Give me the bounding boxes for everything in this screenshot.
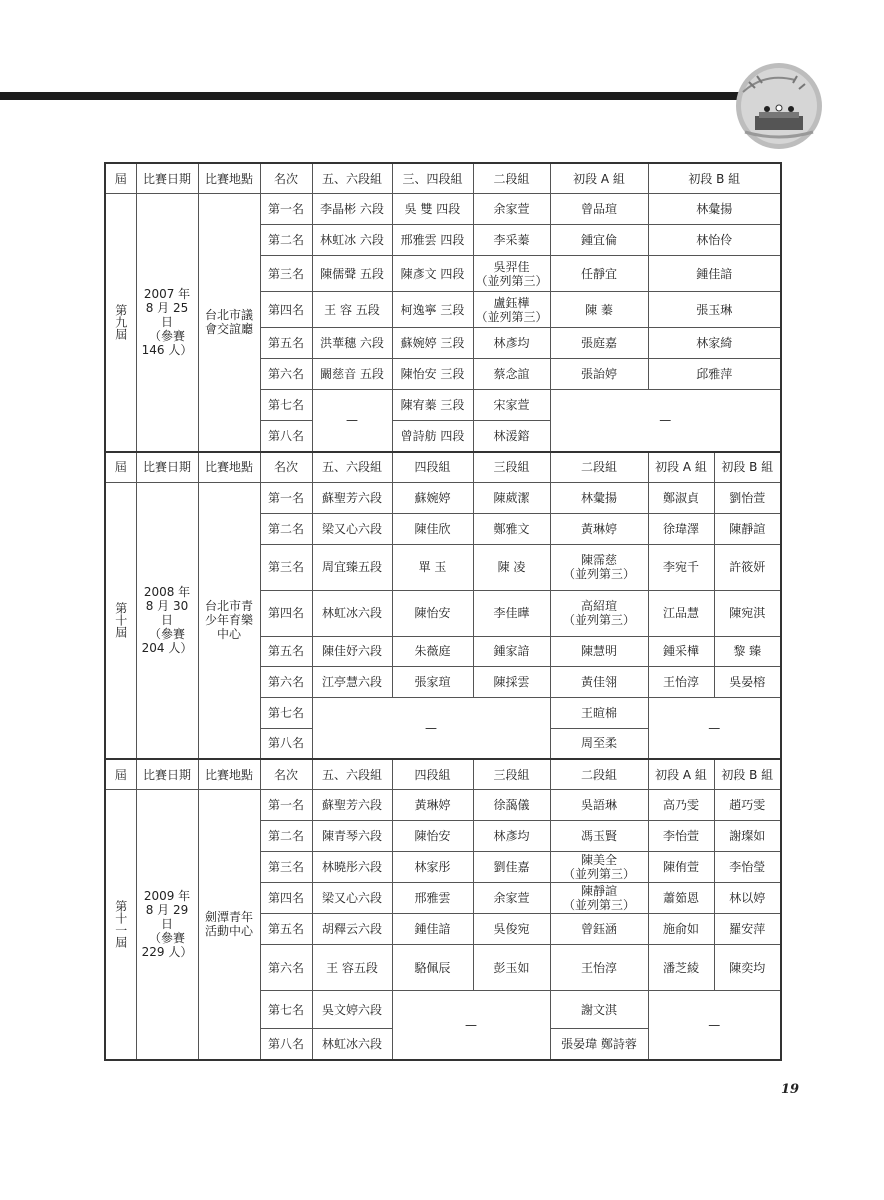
result-cell: 林彙揚 (648, 194, 781, 225)
result-cell: 陳採雲 (473, 666, 550, 697)
column-header: 比賽日期 (136, 163, 198, 194)
cell-line: 8 月 25 日 (145, 301, 189, 330)
results-table (104, 162, 782, 1061)
result-cell: 王 容 五段 (312, 292, 392, 328)
result-cell: 林湲鎔 (473, 421, 550, 452)
cell-line: （參賽 (148, 627, 185, 642)
result-cell: 王 容五段 (312, 945, 392, 991)
column-header: 五、六段組 (312, 759, 392, 790)
result-cell: 陳宛淇 (714, 590, 781, 636)
result-cell: 江品慧 (648, 590, 714, 636)
result-cell: 江亭慧六段 (312, 666, 392, 697)
result-cell: 李晶彬 六段 (312, 194, 392, 225)
result-cell: 柯逸寧 三段 (392, 292, 473, 328)
cell-line: 204 人） (141, 641, 193, 656)
rank-cell: 第三名 (260, 852, 312, 883)
result-cell: 陳 凌 (473, 544, 550, 590)
rank-cell: 第八名 (260, 1029, 312, 1060)
column-header: 初段 B 組 (714, 452, 781, 483)
rank-cell: 第五名 (260, 328, 312, 359)
result-cell: 曾品瑄 (550, 194, 648, 225)
result-cell: 陳靜諠 (714, 513, 781, 544)
result-cell: 周宜臻五段 (312, 544, 392, 590)
result-cell: 謝璨如 (714, 821, 781, 852)
cell-line: 台北市議 (204, 308, 253, 323)
result-cell: 張家瑄 (392, 666, 473, 697)
result-cell: 鍾佳諳 (648, 256, 781, 292)
result-cell: 鍾佳諳 (392, 914, 473, 945)
column-header: 五、六段組 (312, 163, 392, 194)
table-row (105, 194, 781, 225)
cell-line: 劍潭青年 (204, 910, 253, 925)
venue-cell (198, 790, 260, 1060)
result-cell: 李佳曄 (473, 590, 550, 636)
result-cell: 陳葳潔 (473, 482, 550, 513)
result-cell: 梁又心六段 (312, 883, 392, 914)
cell-line: 陳美全 (580, 853, 617, 867)
column-header: 三段組 (473, 759, 550, 790)
result-cell (550, 883, 648, 914)
column-header: 比賽地點 (198, 163, 260, 194)
result-cell: 高乃雯 (648, 790, 714, 821)
result-cell: 蘇婉婷 三段 (392, 328, 473, 359)
result-cell (473, 256, 550, 292)
result-cell: 蕭筎恩 (648, 883, 714, 914)
cell-line: 2008 年 (143, 585, 191, 600)
result-cell: 鄭淑貞 (648, 482, 714, 513)
session-cell: 第十一屆 (105, 790, 136, 1060)
result-cell: 王怡淳 (550, 945, 648, 991)
result-cell: 陳慧明 (550, 636, 648, 666)
header-row (105, 759, 781, 790)
empty-dash-cell: — (312, 390, 392, 452)
rank-cell: 第七名 (260, 697, 312, 728)
empty-dash-cell: — (648, 991, 781, 1060)
result-cell: 林彥均 (473, 328, 550, 359)
result-cell: 鍾采樺 (648, 636, 714, 666)
result-cell: 吳語琳 (550, 790, 648, 821)
result-cell: 曾鈺涵 (550, 914, 648, 945)
result-cell: 徐藹儀 (473, 790, 550, 821)
date-cell (136, 194, 198, 452)
result-cell: 陳怡安 (392, 590, 473, 636)
result-cell: 林彙揚 (550, 482, 648, 513)
result-cell: 劉怡萱 (714, 482, 781, 513)
result-cell (473, 292, 550, 328)
result-cell: 周至柔 (550, 728, 648, 759)
rank-cell: 第八名 (260, 728, 312, 759)
column-header: 比賽日期 (136, 452, 198, 483)
rank-cell: 第一名 (260, 790, 312, 821)
column-header: 初段 A 組 (648, 759, 714, 790)
rank-cell: 第二名 (260, 225, 312, 256)
column-header: 名次 (260, 759, 312, 790)
rank-cell: 第五名 (260, 914, 312, 945)
column-header: 二段組 (550, 759, 648, 790)
cell-line: 高紹瑄 (580, 599, 617, 613)
result-cell: 許筱妍 (714, 544, 781, 590)
result-cell: 蘇婉婷 (392, 482, 473, 513)
cell-line: （並列第三） (562, 613, 635, 627)
cell-line: 陳靜諠 (580, 884, 617, 898)
result-cell: 張玉琳 (648, 292, 781, 328)
result-cell: 林虹冰六段 (312, 590, 392, 636)
column-header: 五、六段組 (312, 452, 392, 483)
result-cell: 張晏瑋 鄭詩蓉 (550, 1029, 648, 1060)
result-cell: 黃琳婷 (550, 513, 648, 544)
result-cell: 黃佳翎 (550, 666, 648, 697)
result-cell: 陳彥文 四段 (392, 256, 473, 292)
column-header: 初段 B 組 (648, 163, 781, 194)
result-cell: 洪華穗 六段 (312, 328, 392, 359)
page-number: 19 (781, 1082, 800, 1097)
result-cell: 陳怡安 (392, 821, 473, 852)
column-header: 比賽日期 (136, 759, 198, 790)
result-cell: 余家萱 (473, 883, 550, 914)
result-cell: 闞慈音 五段 (312, 359, 392, 390)
result-cell: 李怡瑩 (714, 852, 781, 883)
header-row (105, 452, 781, 483)
result-cell: 朱薇庭 (392, 636, 473, 666)
result-cell: 宋家萱 (473, 390, 550, 421)
result-cell: 林家彤 (392, 852, 473, 883)
rank-cell: 第四名 (260, 883, 312, 914)
result-cell: 陳青琴六段 (312, 821, 392, 852)
rank-cell: 第七名 (260, 991, 312, 1029)
result-cell: 林家綺 (648, 328, 781, 359)
column-header: 初段 B 組 (714, 759, 781, 790)
cell-line: （參賽 (148, 931, 185, 946)
rank-cell: 第二名 (260, 821, 312, 852)
table-row (105, 790, 781, 821)
result-cell: 吳晏榕 (714, 666, 781, 697)
result-cell: 林虹冰 六段 (312, 225, 392, 256)
cell-line: 8 月 29 日 (145, 903, 189, 932)
result-cell: 陳宥蓁 三段 (392, 390, 473, 421)
rank-cell: 第三名 (260, 544, 312, 590)
cell-line: 2009 年 (143, 889, 191, 904)
cell-line: 8 月 30 日 (145, 599, 189, 628)
rank-cell: 第六名 (260, 359, 312, 390)
result-cell: 黃琳婷 (392, 790, 473, 821)
column-header: 四段組 (392, 759, 473, 790)
column-header: 三段組 (473, 452, 550, 483)
result-cell (550, 544, 648, 590)
result-cell: 邢雅雲 (392, 883, 473, 914)
cell-line: 活動中心 (204, 924, 253, 939)
result-cell: 羅安萍 (714, 914, 781, 945)
cell-line: （並列第三） (562, 867, 635, 881)
cell-line: 陳霈慈 (580, 553, 617, 567)
rank-cell: 第四名 (260, 590, 312, 636)
result-cell: 駱佩辰 (392, 945, 473, 991)
result-cell: 胡釋云六段 (312, 914, 392, 945)
cell-line: （參賽 (148, 329, 185, 344)
result-cell: 張詒婷 (550, 359, 648, 390)
column-header: 名次 (260, 452, 312, 483)
cell-line: （並列第三） (475, 273, 548, 288)
date-cell (136, 482, 198, 759)
result-cell: 陳奕均 (714, 945, 781, 991)
result-cell: 劉佳嘉 (473, 852, 550, 883)
result-cell: 蘇聖芳六段 (312, 790, 392, 821)
column-header: 二段組 (550, 452, 648, 483)
result-cell: 梁又心六段 (312, 513, 392, 544)
column-header: 比賽地點 (198, 452, 260, 483)
column-header: 初段 A 組 (648, 452, 714, 483)
cell-line: （並列第三） (562, 898, 635, 912)
result-cell: 邱雅萍 (648, 359, 781, 390)
cell-line: （並列第三） (562, 567, 635, 581)
column-header: 屆 (105, 452, 136, 483)
result-cell: 陳儒聲 五段 (312, 256, 392, 292)
go-board-emblem-icon (735, 62, 823, 150)
column-header: 屆 (105, 759, 136, 790)
result-cell: 林怡伶 (648, 225, 781, 256)
result-cell: 黎 臻 (714, 636, 781, 666)
result-cell: 林彥均 (473, 821, 550, 852)
empty-dash-cell: — (312, 697, 550, 759)
cell-line: 台北市青 (204, 599, 253, 614)
session-cell: 第九屆 (105, 194, 136, 452)
empty-dash-cell: — (648, 697, 781, 759)
cell-line: 會交誼廳 (204, 322, 253, 337)
rank-cell: 第三名 (260, 256, 312, 292)
table-row (105, 482, 781, 513)
result-cell: 馮玉賢 (550, 821, 648, 852)
result-cell: 陳怡安 三段 (392, 359, 473, 390)
result-cell: 蔡念誼 (473, 359, 550, 390)
result-cell: 施俞如 (648, 914, 714, 945)
column-header: 四段組 (392, 452, 473, 483)
cell-line: 少年育樂 (204, 613, 253, 628)
result-cell: 陳侑萱 (648, 852, 714, 883)
cell-line: （並列第三） (475, 309, 548, 324)
result-cell: 林曉彤六段 (312, 852, 392, 883)
column-header: 二段組 (473, 163, 550, 194)
result-cell: 謝文淇 (550, 991, 648, 1029)
result-cell: 趙巧雯 (714, 790, 781, 821)
rank-cell: 第二名 (260, 513, 312, 544)
result-cell: 潘芝綾 (648, 945, 714, 991)
result-cell (550, 852, 648, 883)
result-cell: 鍾家諳 (473, 636, 550, 666)
result-cell: 林以婷 (714, 883, 781, 914)
column-header: 比賽地點 (198, 759, 260, 790)
result-cell: 邢雅雲 四段 (392, 225, 473, 256)
result-cell: 鍾宜倫 (550, 225, 648, 256)
cell-line: 盧鈺樺 (493, 295, 530, 310)
rank-cell: 第五名 (260, 636, 312, 666)
result-cell: 王暄棉 (550, 697, 648, 728)
empty-dash-cell: — (392, 991, 550, 1060)
column-header: 三、四段組 (392, 163, 473, 194)
rank-cell: 第七名 (260, 390, 312, 421)
venue-cell (198, 482, 260, 759)
cell-line: 146 人） (141, 343, 193, 358)
column-header: 屆 (105, 163, 136, 194)
session-cell: 第十屆 (105, 482, 136, 759)
result-cell: 李怡萱 (648, 821, 714, 852)
result-cell: 吳 雙 四段 (392, 194, 473, 225)
header-row (105, 163, 781, 194)
result-cell: 吳俊宛 (473, 914, 550, 945)
rank-cell: 第一名 (260, 194, 312, 225)
result-cell: 彭玉如 (473, 945, 550, 991)
result-cell: 張庭嘉 (550, 328, 648, 359)
rank-cell: 第六名 (260, 666, 312, 697)
column-header: 名次 (260, 163, 312, 194)
result-cell: 蘇聖芳六段 (312, 482, 392, 513)
result-cell: 陳佳妤六段 (312, 636, 392, 666)
result-cell: 鄭雅文 (473, 513, 550, 544)
column-header: 初段 A 組 (550, 163, 648, 194)
result-cell: 王怡淳 (648, 666, 714, 697)
cell-line: 2007 年 (143, 287, 191, 302)
result-cell: 余家萱 (473, 194, 550, 225)
result-cell: 單 玉 (392, 544, 473, 590)
result-cell: 陳 蓁 (550, 292, 648, 328)
cell-line: 229 人） (141, 945, 193, 960)
result-cell (550, 590, 648, 636)
rank-cell: 第一名 (260, 482, 312, 513)
empty-dash-cell: — (550, 390, 781, 452)
date-cell (136, 790, 198, 1060)
cell-line: 中心 (216, 627, 241, 642)
result-cell: 徐瑋澤 (648, 513, 714, 544)
result-cell: 吳文婷六段 (312, 991, 392, 1029)
result-cell: 李宛千 (648, 544, 714, 590)
result-cell: 陳佳欣 (392, 513, 473, 544)
cell-line: 吳羿佳 (493, 259, 530, 274)
result-cell: 李采蓁 (473, 225, 550, 256)
rank-cell: 第四名 (260, 292, 312, 328)
result-cell: 曾詩舫 四段 (392, 421, 473, 452)
rank-cell: 第六名 (260, 945, 312, 991)
result-cell: 林虹冰六段 (312, 1029, 392, 1060)
rank-cell: 第八名 (260, 421, 312, 452)
result-cell: 任靜宜 (550, 256, 648, 292)
top-rule (0, 92, 750, 100)
venue-cell (198, 194, 260, 452)
